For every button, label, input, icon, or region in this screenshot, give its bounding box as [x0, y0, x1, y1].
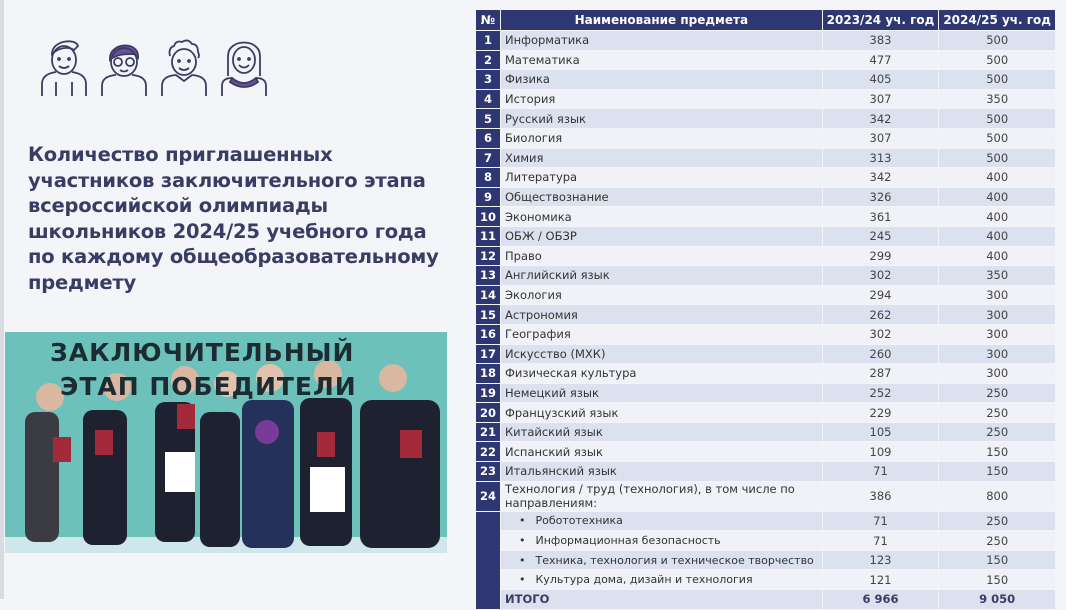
table-cell: 302 [822, 324, 939, 344]
table-total-row [476, 590, 1056, 610]
table-cell: 24 [476, 481, 501, 511]
table-cell: ИТОГО [501, 590, 823, 610]
table-row [476, 109, 1056, 129]
table-cell: 313 [822, 148, 939, 168]
table-cell: 105 [822, 422, 939, 442]
table-cell: Астрономия [501, 305, 823, 325]
table-cell: 229 [822, 403, 939, 423]
table-cell: 361 [822, 207, 939, 227]
table-cell: 13 [476, 266, 501, 286]
table-cell: Итальянский язык [501, 462, 823, 482]
photo-banner-text-2: ЭТАП ПОБЕДИТЕЛИ [60, 372, 357, 401]
table-cell: 250 [939, 383, 1056, 403]
table-cell: 23 [476, 462, 501, 482]
table-cell: Обществознание [501, 187, 823, 207]
table-cell: 150 [939, 462, 1056, 482]
table-cell: 300 [939, 285, 1056, 305]
table-cell: Немецкий язык [501, 383, 823, 403]
table-row [476, 266, 1056, 286]
table-row [476, 187, 1056, 207]
table-cell: 245 [822, 226, 939, 246]
table-cell: 500 [939, 50, 1056, 70]
table-cell: 6 [476, 128, 501, 148]
slide-title: Количество приглашенных участников заключительного этапа всероссийской олимпиады школьников 2024/25 учебного года по каждому общеобразовательному предмету [28, 143, 439, 294]
table-row [476, 442, 1056, 462]
table-cell: 10 [476, 207, 501, 227]
table-cell: 260 [822, 344, 939, 364]
table-cell: 477 [822, 50, 939, 70]
table-cell: 6 966 [822, 590, 939, 610]
table-cell: • Информационная безопасность [501, 531, 823, 551]
table-row [476, 403, 1056, 423]
table-row [476, 305, 1056, 325]
table-cell-empty [476, 511, 501, 609]
table-cell: 342 [822, 109, 939, 129]
table-subrow [476, 550, 1056, 570]
table-subrow [476, 570, 1056, 590]
table-cell: 250 [939, 531, 1056, 551]
table-cell: 400 [939, 168, 1056, 188]
table-cell: 21 [476, 422, 501, 442]
table-cell: 302 [822, 266, 939, 286]
table-cell: 71 [822, 531, 939, 551]
table-row [476, 70, 1056, 90]
table-cell: 9 050 [939, 590, 1056, 610]
table-cell: 3 [476, 70, 501, 90]
table-cell: География [501, 324, 823, 344]
table-cell: 2 [476, 50, 501, 70]
table-row [476, 246, 1056, 266]
table-cell: Информатика [501, 31, 823, 51]
table-cell: Испанский язык [501, 442, 823, 462]
header-subject: Наименование предмета [501, 10, 823, 31]
table-cell: 17 [476, 344, 501, 364]
girl-avatar-icon [218, 32, 270, 96]
table-cell: 307 [822, 128, 939, 148]
table-cell: 250 [939, 403, 1056, 423]
table-row [476, 285, 1056, 305]
table-row [476, 207, 1056, 227]
table-row [476, 324, 1056, 344]
table-subrow [476, 531, 1056, 551]
table-cell: 500 [939, 148, 1056, 168]
table-cell: Литература [501, 168, 823, 188]
table-row [476, 148, 1056, 168]
table-cell: 11 [476, 226, 501, 246]
table-row [476, 50, 1056, 70]
table-cell: 287 [822, 364, 939, 384]
table-cell: 250 [939, 422, 1056, 442]
table-cell: История [501, 89, 823, 109]
table-cell: 9 [476, 187, 501, 207]
table-row [476, 344, 1056, 364]
table-cell: 300 [939, 344, 1056, 364]
table-cell: 500 [939, 109, 1056, 129]
table-cell: 405 [822, 70, 939, 90]
photo-banner-text: ЗАКЛЮЧИТЕЛЬНЫЙ [50, 338, 355, 367]
table-cell: ОБЖ / ОБЗР [501, 226, 823, 246]
table-cell: 109 [822, 442, 939, 462]
table-cell: 4 [476, 89, 501, 109]
table-cell: 252 [822, 383, 939, 403]
table-cell: 342 [822, 168, 939, 188]
table-cell: 300 [939, 364, 1056, 384]
table-cell: 294 [822, 285, 939, 305]
table-cell: 18 [476, 364, 501, 384]
table-row [476, 481, 1056, 511]
table-cell: 262 [822, 305, 939, 325]
table-row [476, 383, 1056, 403]
table-cell: 19 [476, 383, 501, 403]
table-row [476, 364, 1056, 384]
girl-glasses-avatar-icon [98, 32, 150, 96]
table-cell: 400 [939, 226, 1056, 246]
table-cell: 150 [939, 442, 1056, 462]
table-cell: 8 [476, 168, 501, 188]
table-cell: 14 [476, 285, 501, 305]
table-cell: 800 [939, 481, 1056, 511]
avatar-icons [38, 32, 270, 96]
table-cell: Русский язык [501, 109, 823, 129]
table-cell: 350 [939, 266, 1056, 286]
table-cell: 300 [939, 305, 1056, 325]
table-cell: 150 [939, 570, 1056, 590]
table-cell: Английский язык [501, 266, 823, 286]
table-cell: 150 [939, 550, 1056, 570]
table-cell: 250 [939, 511, 1056, 531]
table-cell: 15 [476, 305, 501, 325]
table-cell: 307 [822, 89, 939, 109]
table-cell: 500 [939, 70, 1056, 90]
table-cell: 20 [476, 403, 501, 423]
table-cell: 1 [476, 31, 501, 51]
table-cell: Искусство (МХК) [501, 344, 823, 364]
table-cell: Биология [501, 128, 823, 148]
table-cell: 121 [822, 570, 939, 590]
table-cell: 350 [939, 89, 1056, 109]
table-cell: 12 [476, 246, 501, 266]
table-cell: 400 [939, 207, 1056, 227]
table-cell: Физика [501, 70, 823, 90]
table-row [476, 31, 1056, 51]
slide-edge [0, 0, 4, 599]
table-cell: Физическая культура [501, 364, 823, 384]
table-cell: Математика [501, 50, 823, 70]
table-cell: Экология [501, 285, 823, 305]
table-cell: • Робототехника [501, 511, 823, 531]
table-cell: • Культура дома, дизайн и технология [501, 570, 823, 590]
table-cell: 326 [822, 187, 939, 207]
table-header-row [476, 10, 1056, 31]
table-cell: 500 [939, 31, 1056, 51]
table-cell: Технология / труд (технология), в том числе по направлениям: [501, 481, 823, 511]
table-cell: 300 [939, 324, 1056, 344]
header-2024-25: 2024/25 уч. год [939, 10, 1056, 31]
table-cell: 123 [822, 550, 939, 570]
table-row [476, 128, 1056, 148]
table-cell: 5 [476, 109, 501, 129]
table-cell: 16 [476, 324, 501, 344]
table-cell: 386 [822, 481, 939, 511]
table-cell: 400 [939, 187, 1056, 207]
table-row [476, 89, 1056, 109]
table-cell: 7 [476, 148, 501, 168]
table-row [476, 226, 1056, 246]
boy-avatar-icon [38, 32, 90, 96]
table-cell: 383 [822, 31, 939, 51]
table-subrow [476, 511, 1056, 531]
table-cell: Китайский язык [501, 422, 823, 442]
table-cell: Французский язык [501, 403, 823, 423]
table-cell: Химия [501, 148, 823, 168]
table-cell: 299 [822, 246, 939, 266]
table-cell: 71 [822, 511, 939, 531]
table-cell: Право [501, 246, 823, 266]
header-2023-24: 2023/24 уч. год [822, 10, 939, 31]
table-cell: 71 [822, 462, 939, 482]
winners-photo [5, 332, 447, 553]
table-row [476, 462, 1056, 482]
header-number: № [476, 10, 501, 31]
table-row [476, 168, 1056, 188]
table-cell: 400 [939, 246, 1056, 266]
table-cell: 22 [476, 442, 501, 462]
table-cell: Экономика [501, 207, 823, 227]
curly-boy-avatar-icon [158, 32, 210, 96]
participants-table [475, 9, 1056, 610]
table-row [476, 422, 1056, 442]
table-cell: • Техника, технология и техническое творчество [501, 550, 823, 570]
table-cell: 500 [939, 128, 1056, 148]
